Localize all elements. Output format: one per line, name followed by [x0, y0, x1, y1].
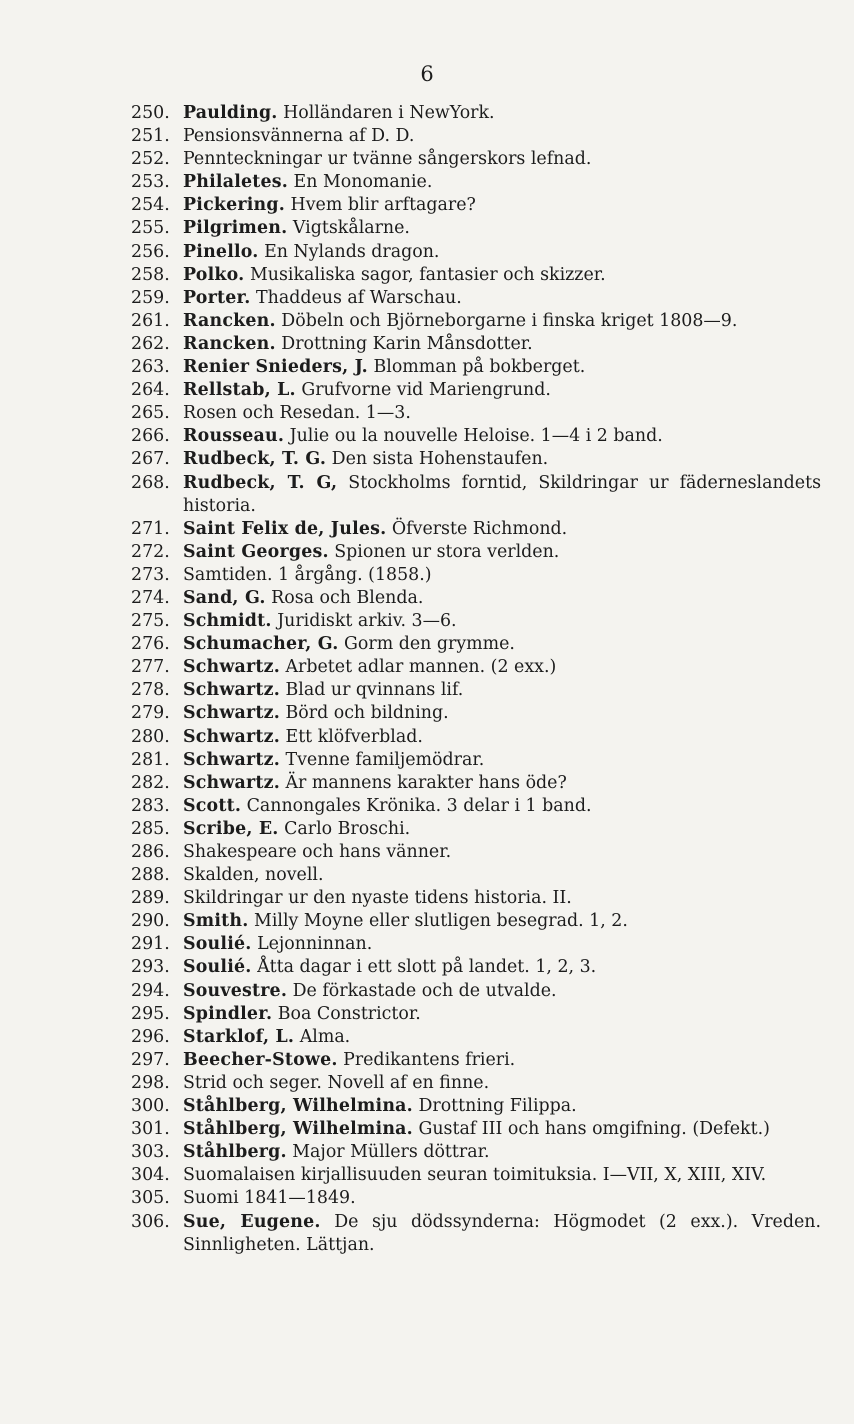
entry-text [183, 1141, 821, 1164]
entry-text [183, 887, 821, 910]
entry-title: Gorm den grymme. [344, 634, 515, 655]
entry-title: Cannongales Krönika. 3 delar i 1 band. [246, 795, 592, 816]
catalog-entry [131, 864, 821, 887]
catalog-entry [131, 656, 821, 679]
entry-author: Scott. [183, 795, 242, 816]
catalog-entry [131, 448, 821, 471]
entry-text [183, 102, 821, 125]
catalog-entry [131, 564, 821, 587]
entry-title: Carlo Broschi. [284, 818, 411, 839]
entry-author: Polko. [183, 264, 245, 285]
catalog-entry [131, 702, 821, 725]
entry-number: 272. [131, 541, 170, 562]
catalog-entry [131, 541, 821, 564]
entry-number: 285. [131, 818, 170, 839]
entry-number: 262. [131, 333, 170, 354]
entry-author: Schwartz. [183, 680, 280, 701]
entry-title: Major Müllers döttrar. [292, 1142, 490, 1163]
entry-number: 288. [131, 865, 170, 886]
entry-number: 265. [131, 403, 170, 424]
entry-number: 303. [131, 1142, 170, 1163]
entry-text [183, 610, 821, 633]
entry-text [183, 933, 821, 956]
entry-number: 254. [131, 195, 170, 216]
entry-text [183, 1164, 821, 1187]
entry-title: Samtiden. 1 årgång. (1858.) [183, 564, 432, 585]
catalog-entry [131, 148, 821, 171]
entry-title: Musikaliska sagor, fantasier och skizzer. [249, 264, 606, 285]
catalog-entry [131, 1072, 821, 1095]
catalog-entry [131, 587, 821, 610]
entry-author: Soulié. [183, 957, 252, 978]
entry-text [183, 679, 821, 702]
entry-number: 267. [131, 449, 170, 470]
entry-author: Schwartz. [183, 726, 280, 747]
entry-author: Rancken. [183, 333, 276, 354]
entry-text [183, 217, 821, 240]
entry-title: Skalden, novell. [183, 865, 324, 886]
entry-author: Spindler. [183, 1003, 273, 1024]
entry-text [183, 818, 821, 841]
entry-title: Drottning Karin Månsdotter. [281, 333, 533, 354]
entry-number: 290. [131, 911, 170, 932]
entry-text [183, 125, 821, 148]
entry-text [183, 379, 821, 402]
catalog-entry [131, 1026, 821, 1049]
entry-number: 306. [131, 1211, 170, 1232]
entry-author: Rousseau. [183, 426, 285, 447]
entry-number: 251. [131, 126, 170, 147]
entry-number: 283. [131, 795, 170, 816]
catalog-entry [131, 933, 821, 956]
entry-text [183, 310, 821, 333]
entry-number: 298. [131, 1072, 170, 1093]
entry-title: Börd och bildning. [285, 703, 449, 724]
entry-number: 286. [131, 842, 170, 862]
catalog-entry [131, 379, 821, 402]
entry-title: Predikantens frieri. [343, 1049, 516, 1070]
entry-title: Pennteckningar ur tvänne sångerskors lefnad. [183, 149, 592, 170]
entry-number: 295. [131, 1003, 170, 1024]
entry-number: 255. [131, 218, 170, 239]
catalog-entry [131, 841, 821, 864]
entry-author: Smith. [183, 911, 249, 932]
page-number: 6 [420, 62, 434, 86]
entry-author: Schwartz. [183, 772, 280, 793]
catalog-entry [131, 1211, 821, 1257]
catalog-entry [131, 287, 821, 310]
entry-number: 276. [131, 634, 170, 655]
entry-number: 266. [131, 426, 170, 447]
entry-text [183, 864, 821, 887]
entry-author: Pilgrimen. [183, 218, 288, 239]
entry-text [183, 448, 821, 471]
entry-author: Schmidt. [183, 611, 272, 632]
entry-text [183, 171, 821, 194]
entry-text [183, 425, 821, 448]
entry-text [183, 702, 821, 725]
entry-title: Är mannens karakter hans öde? [285, 772, 567, 793]
entry-title: Julie ou la nouvelle Heloise. 1—4 i 2 band. [289, 426, 663, 447]
catalog-entry [131, 910, 821, 933]
entry-number: 282. [131, 772, 170, 793]
catalog-entry [131, 310, 821, 333]
entry-text [183, 264, 821, 287]
entry-title: Milly Moyne eller slutligen besegrad. 1, 2. [254, 911, 628, 932]
catalog-entry [131, 956, 821, 979]
entry-number: 297. [131, 1049, 170, 1070]
entry-author: Porter. [183, 287, 251, 308]
catalog-entry [131, 125, 821, 148]
entry-author: Schumacher, G. [183, 634, 339, 655]
catalog-entry [131, 1187, 821, 1210]
entry-number: 280. [131, 726, 170, 747]
entry-author: Rudbeck, T. G. [183, 449, 327, 470]
entry-title: Åtta dagar i ett slott på landet. 1, 2, 3. [257, 957, 597, 978]
entry-text [183, 633, 821, 656]
entry-text [183, 333, 821, 356]
entry-title: Boa Constrictor. [277, 1003, 421, 1024]
entry-number: 289. [131, 888, 170, 909]
entry-number: 253. [131, 172, 170, 193]
entry-number: 293. [131, 957, 170, 978]
entry-author: Ståhlberg. [183, 1142, 287, 1163]
entry-title: Thaddeus af Warschau. [256, 287, 462, 308]
entry-author: Starklof, L. [183, 1026, 295, 1047]
entry-title: Grufvorne vid Mariengrund. [301, 380, 551, 401]
entry-text [183, 541, 821, 564]
entry-text [183, 980, 821, 1003]
entry-title: Arbetet adlar mannen. (2 exx.) [285, 657, 557, 678]
entry-text [183, 564, 821, 587]
entry-number: 264. [131, 380, 170, 401]
catalog-entry [131, 217, 821, 240]
entry-title: Alma. [299, 1026, 351, 1047]
catalog-entry [131, 518, 821, 541]
entry-text [183, 726, 821, 749]
catalog-entry [131, 795, 821, 818]
entry-text [183, 356, 821, 379]
entry-number: 275. [131, 611, 170, 632]
entry-text [183, 1095, 821, 1118]
entry-text [183, 656, 821, 679]
entry-text [183, 518, 821, 541]
entry-title: Pensionsvännerna af D. D. [183, 126, 415, 147]
entry-title: Tvenne familjemödrar. [285, 749, 485, 770]
entry-author: Saint Felix de, Jules. [183, 518, 387, 539]
entry-text [183, 956, 821, 979]
entry-number: 278. [131, 680, 170, 701]
entry-text [183, 287, 821, 310]
entry-title: Stockholms forntid, Skildringar ur fäderneslandets historia. [183, 472, 822, 516]
entry-number: 273. [131, 564, 170, 585]
entry-title: En Nylands dragon. [264, 241, 440, 262]
entry-title: Blad ur qvinnans lif. [285, 680, 464, 701]
catalog-entry [131, 980, 821, 1003]
catalog-entry [131, 633, 821, 656]
entry-author: Sue, Eugene. [183, 1211, 321, 1232]
entry-author: Soulié. [183, 934, 252, 955]
entry-author: Pinello. [183, 241, 259, 262]
entry-title: Öfverste Richmond. [391, 518, 568, 539]
entry-title: Juridiskt arkiv. 3—6. [277, 611, 457, 632]
catalog-entry [131, 1141, 821, 1164]
catalog-entry [131, 402, 821, 425]
entry-text [183, 1026, 821, 1049]
entry-number: 268. [131, 472, 170, 493]
entry-number: 271. [131, 518, 170, 539]
entry-number: 252. [131, 149, 170, 170]
catalog-entry [131, 1164, 821, 1187]
entry-title: Strid och seger. Novell af en finne. [183, 1072, 490, 1093]
entry-author: Pickering. [183, 195, 286, 216]
entry-title: De sju dödssynderna: Högmodet (2 exx.). Vreden. Sinnligheten. Lättjan. [183, 1211, 822, 1255]
entry-title: Skildringar ur den nyaste tidens historia. II. [183, 888, 572, 909]
catalog-entry [131, 171, 821, 194]
entry-text [183, 910, 821, 933]
entry-title: Döbeln och Björneborgarne i finska kriget 1808—9. [281, 310, 738, 331]
entry-author: Schwartz. [183, 749, 280, 770]
entry-text [183, 749, 821, 772]
entry-author: Saint Georges. [183, 541, 329, 562]
entry-author: Souvestre. [183, 980, 288, 1001]
entry-text [183, 241, 821, 264]
entry-author: Paulding. [183, 103, 278, 123]
entry-title: Lejonninnan. [257, 934, 373, 955]
entry-text [183, 772, 821, 795]
catalog-entry [131, 194, 821, 217]
entry-author: Philaletes. [183, 172, 289, 193]
catalog-entry [131, 1095, 821, 1118]
catalog-entry [131, 772, 821, 795]
entry-text [183, 841, 821, 864]
catalog-entry [131, 241, 821, 264]
entry-author: Renier Snieders, J. [183, 357, 368, 378]
entry-text [183, 1072, 821, 1095]
catalog-entry [131, 726, 821, 749]
entry-text [183, 1187, 821, 1210]
entry-number: 281. [131, 749, 170, 770]
entry-number: 263. [131, 357, 170, 378]
entry-author: Scribe, E. [183, 818, 279, 839]
entry-number: 296. [131, 1026, 170, 1047]
entry-number: 274. [131, 587, 170, 608]
catalog-list [131, 102, 821, 1257]
catalog-entry [131, 1003, 821, 1026]
entry-title: Rosa och Blenda. [271, 587, 424, 608]
entry-number: 250. [131, 103, 170, 123]
entry-number: 294. [131, 980, 170, 1001]
entry-title: Rosen och Resedan. 1—3. [183, 403, 411, 424]
catalog-entry [131, 610, 821, 633]
catalog-entry [131, 887, 821, 910]
entry-title: Gustaf III och hans omgifning. (Defekt.) [418, 1119, 770, 1140]
entry-number: 305. [131, 1188, 170, 1209]
entry-number: 277. [131, 657, 170, 678]
catalog-entry [131, 749, 821, 772]
entry-text [183, 1118, 821, 1141]
catalog-entry [131, 818, 821, 841]
entry-number: 279. [131, 703, 170, 724]
entry-title: Suomalaisen kirjallisuuden seuran toimituksia. I—VII, X, XIII, XIV. [183, 1165, 767, 1186]
entry-number: 259. [131, 287, 170, 308]
entry-author: Rudbeck, T. G, [183, 472, 338, 493]
entry-number: 300. [131, 1096, 170, 1117]
entry-text [183, 148, 821, 171]
entry-author: Ståhlberg, Wilhelmina. [183, 1119, 413, 1140]
entry-author: Schwartz. [183, 657, 280, 678]
entry-title: Ett klöfverblad. [285, 726, 423, 747]
entry-author: Beecher-Stowe. [183, 1049, 338, 1070]
entry-number: 258. [131, 264, 170, 285]
entry-author: Ståhlberg, Wilhelmina. [183, 1096, 413, 1117]
entry-title: En Monomanie. [293, 172, 433, 193]
entry-author: Rellstab, L. [183, 380, 296, 401]
catalog-entry [131, 1049, 821, 1072]
entry-title: Holländaren i NewYork. [283, 103, 495, 123]
catalog-entry [131, 679, 821, 702]
entry-title: Blomman på bokberget. [373, 357, 586, 378]
entry-text [183, 402, 821, 425]
catalog-entry [131, 356, 821, 379]
entry-title: Den sista Hohenstaufen. [331, 449, 549, 470]
catalog-entry [131, 264, 821, 287]
entry-title: Vigtskålarne. [292, 218, 410, 239]
entry-title: De förkastade och de utvalde. [292, 980, 557, 1001]
entry-text [183, 194, 821, 217]
entry-text [183, 1003, 821, 1026]
entry-author: Rancken. [183, 310, 276, 331]
entry-text [183, 1211, 821, 1257]
entry-number: 291. [131, 934, 170, 955]
entry-text [183, 472, 821, 518]
entry-author: Schwartz. [183, 703, 280, 724]
catalog-entry [131, 333, 821, 356]
entry-title: Shakespeare och hans vänner. [183, 842, 452, 862]
entry-title: Hvem blir arftagare? [290, 195, 476, 216]
entry-text [183, 1049, 821, 1072]
catalog-entry [131, 1118, 821, 1141]
entry-number: 301. [131, 1119, 170, 1140]
entry-number: 304. [131, 1165, 170, 1186]
entry-title: Drottning Filippa. [418, 1096, 577, 1117]
catalog-entry [131, 102, 821, 125]
entry-text [183, 587, 821, 610]
catalog-entry [131, 472, 821, 518]
entry-text [183, 795, 821, 818]
entry-title: Suomi 1841—1849. [183, 1188, 356, 1209]
entry-number: 261. [131, 310, 170, 331]
entry-number: 256. [131, 241, 170, 262]
catalog-entry [131, 425, 821, 448]
entry-title: Spionen ur stora verlden. [334, 541, 560, 562]
entry-author: Sand, G. [183, 587, 266, 608]
